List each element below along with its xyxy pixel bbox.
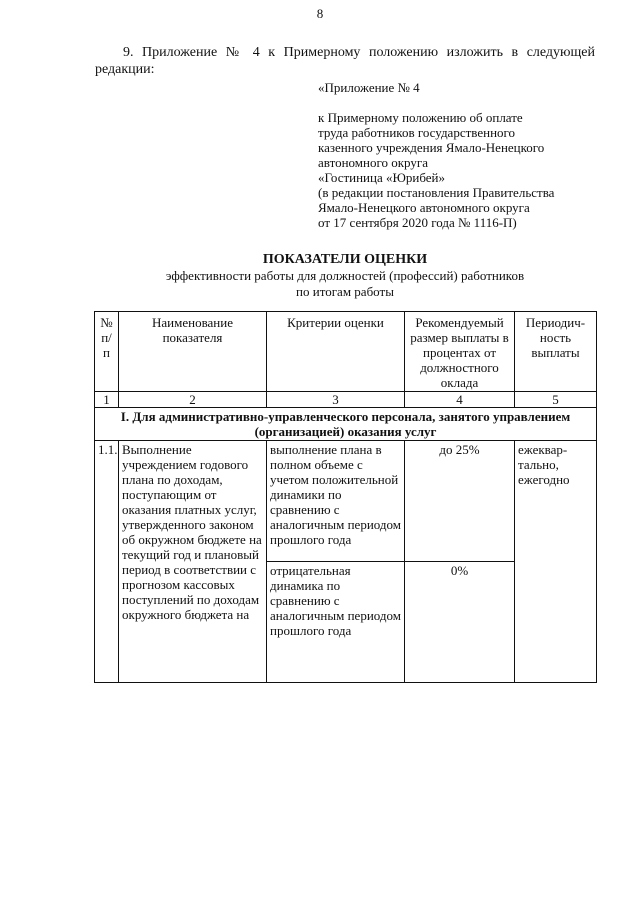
indicators-table (94, 311, 597, 683)
criteria-cell: выполнение плана в полном объеме с учетом положительной динамики по сравнению с аналогичным периодом прошлого года (267, 441, 405, 562)
heading-subtitle: эффективности работы для должностей (профессий) работников (165, 268, 525, 283)
intro-paragraph (95, 44, 595, 78)
annex-reference (318, 80, 618, 230)
annex-line: казенного учреждения Ямало-Ненецкого (318, 140, 545, 155)
table-row (95, 441, 597, 562)
column-number: 5 (515, 392, 597, 408)
table-column-numbers (95, 392, 597, 408)
annex-line: «Гостиница «Юрибей» (318, 170, 445, 185)
annex-line: труда работников государственного (318, 125, 516, 140)
column-number: 4 (405, 392, 515, 408)
table-section-row (95, 408, 597, 441)
header-cell: № п/п (95, 312, 119, 392)
column-number: 1 (95, 392, 119, 408)
annex-line: автономного округа (318, 155, 428, 170)
annex-title: «Приложение № 4 (318, 80, 420, 95)
indicator-name: Выполнение учреждением годового плана по доходам, поступающим от оказания платных услуг, утвержденного законом об окружном бюджете на текущий год и плановый период в соответствии с прогнозом кассовых поступлений по доходам окружного бюджета на (119, 441, 267, 683)
intro-line-1: 9. Приложение № 4 к Примерному положению изложить в следующей (123, 45, 595, 60)
header-cell: Критерии оценки (267, 312, 405, 392)
criteria-cell: отрицательная динамика по сравнению с аналогичным периодом прошлого года (267, 562, 405, 683)
amount-cell: до 25% (405, 441, 515, 562)
document-heading (95, 252, 595, 300)
table-header-row (95, 312, 597, 392)
heading-subtitle: по итогам работы (296, 284, 394, 299)
header-cell: Наименование показателя (119, 312, 267, 392)
row-number: 1.1. (95, 441, 119, 683)
section-title: I. Для административно-управленческого персонала, занятого управлением (организацией) оказания услуг (95, 408, 597, 441)
header-cell: Периодич-ность выплаты (515, 312, 597, 392)
column-number: 3 (267, 392, 405, 408)
header-cell: Рекомендуемый размер выплаты в процентах от должностного оклада (405, 312, 515, 392)
annex-line: Ямало-Ненецкого автономного округа (318, 200, 530, 215)
intro-line-2: редакции: (95, 62, 155, 77)
annex-line: от 17 сентября 2020 года № 1116-П) (318, 215, 517, 230)
annex-line: к Примерному положению об оплате (318, 110, 523, 125)
amount-cell: 0% (405, 562, 515, 683)
page-number: 8 (316, 6, 324, 21)
heading-title: ПОКАЗАТЕЛИ ОЦЕНКИ (262, 252, 428, 267)
periodicity-cell: ежеквар-тально, ежегодно (515, 441, 597, 683)
annex-line: (в редакции постановления Правительства (318, 185, 555, 200)
column-number: 2 (119, 392, 267, 408)
